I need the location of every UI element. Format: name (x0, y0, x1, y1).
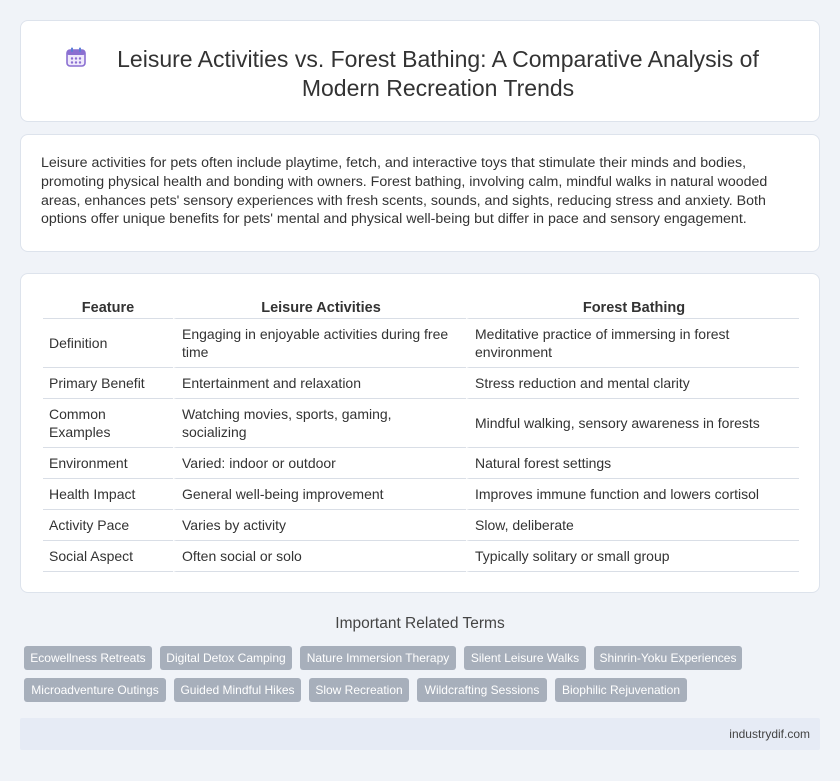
tag-digital-detox-camping[interactable]: Digital Detox Camping (160, 646, 292, 670)
table-row (43, 479, 799, 510)
table-row (43, 448, 799, 479)
cell-forest: Stress reduction and mental clarity (466, 368, 799, 399)
header-forest-bathing: Forest Bathing (466, 295, 799, 319)
cell-leisure: Often social or solo (173, 541, 466, 572)
tag-ecowellness-retreats[interactable]: Ecowellness Retreats (24, 646, 152, 670)
tag-biophilic-rejuvenation[interactable]: Biophilic Rejuvenation (555, 678, 687, 702)
table-row (43, 368, 799, 399)
table-header-row (43, 295, 799, 319)
cell-feature: Health Impact (43, 479, 173, 510)
cell-forest: Mindful walking, sensory awareness in forests (466, 399, 799, 448)
tag-silent-leisure-walks[interactable]: Silent Leisure Walks (464, 646, 586, 670)
table-row (43, 541, 799, 572)
cell-leisure: Entertainment and relaxation (173, 368, 466, 399)
cell-leisure: Engaging in enjoyable activities during free time (173, 319, 466, 368)
header-feature: Feature (43, 295, 173, 319)
cell-forest: Natural forest settings (466, 448, 799, 479)
cell-leisure: Varies by activity (173, 510, 466, 541)
tag-shinrin-yoku-experiences[interactable]: Shinrin-Yoku Experiences (594, 646, 742, 670)
tag-nature-immersion-therapy[interactable]: Nature Immersion Therapy (300, 646, 456, 670)
cell-forest: Improves immune function and lowers cortisol (466, 479, 799, 510)
related-terms-heading: Important Related Terms (335, 615, 505, 632)
footer-site-link[interactable]: industrydif.com (729, 727, 810, 741)
cell-feature: Environment (43, 448, 173, 479)
cell-forest: Meditative practice of immersing in forest environment (466, 319, 799, 368)
cell-leisure: Watching movies, sports, gaming, socializing (173, 399, 466, 448)
intro-paragraph: Leisure activities for pets often include playtime, fetch, and interactive toys that stimulate their minds and bodies, promoting physical health and bonding with owners. Forest bathing, involving calm, mindful walks in natural wooded areas, enhances pets' sensory experiences with fresh scents, sounds, and sights, reducing stress and anxiety. Both options offer unique benefits for pets' mental and physical well-being but differ in pace and sensory engagement. (41, 155, 768, 228)
tag-microadventure-outings[interactable]: Microadventure Outings (24, 678, 166, 702)
comparison-card (20, 273, 820, 593)
table-row (43, 319, 799, 368)
title-card (20, 20, 820, 122)
footer-bar (20, 718, 820, 750)
intro-card (20, 134, 820, 252)
cell-leisure: General well-being improvement (173, 479, 466, 510)
cell-leisure: Varied: indoor or outdoor (173, 448, 466, 479)
cell-feature: Common Examples (43, 399, 173, 448)
header-leisure-activities: Leisure Activities (173, 295, 466, 319)
cell-forest: Typically solitary or small group (466, 541, 799, 572)
cell-feature: Primary Benefit (43, 368, 173, 399)
tag-wildcrafting-sessions[interactable]: Wildcrafting Sessions (417, 678, 547, 702)
table-row (43, 399, 799, 448)
tag-slow-recreation[interactable]: Slow Recreation (309, 678, 409, 702)
table-row (43, 510, 799, 541)
cell-forest: Slow, deliberate (466, 510, 799, 541)
cell-feature: Social Aspect (43, 541, 173, 572)
cell-feature: Definition (43, 319, 173, 368)
page-title: Leisure Activities vs. Forest Bathing: A Comparative Analysis of Modern Recreation Trends (117, 46, 759, 101)
comparison-table (43, 295, 799, 572)
tag-guided-mindful-hikes[interactable]: Guided Mindful Hikes (174, 678, 301, 702)
cell-feature: Activity Pace (43, 510, 173, 541)
